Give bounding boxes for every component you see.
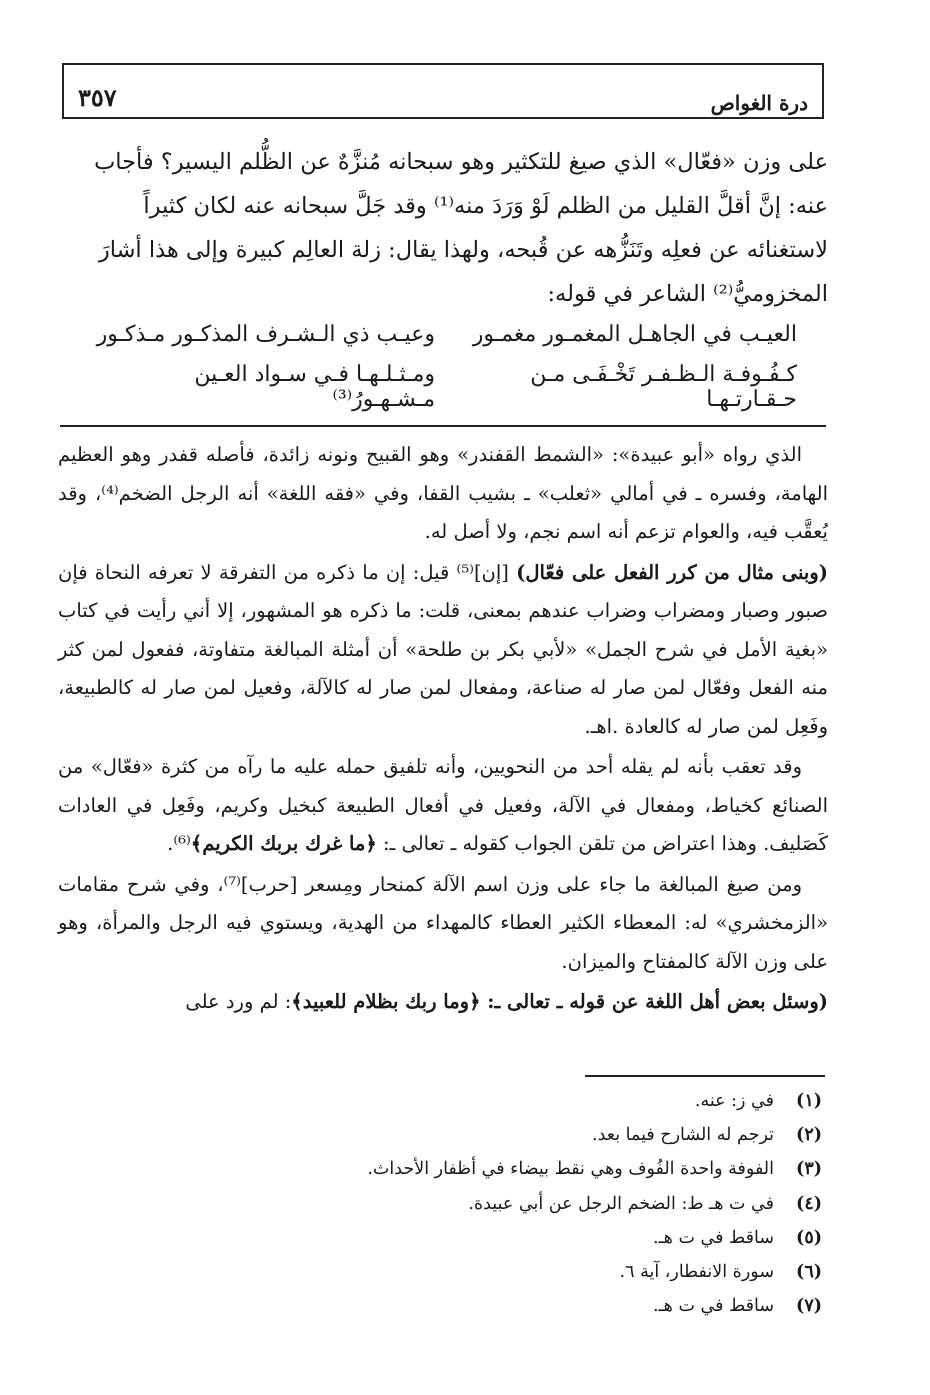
quran-quote: ﴿ما غرك بربك الكريم﴾ — [190, 832, 377, 855]
footnote-text: في ز: عنه. — [694, 1091, 774, 1111]
footnote — [222, 1118, 822, 1152]
verse-row — [62, 362, 827, 412]
verse-row — [62, 322, 827, 362]
poem-verses — [62, 322, 827, 412]
main-line: لاستغنائه عن فعلِه وتَنَزُّهه عن قُبحه، ولهذا يقال: زلة العالِم كبيرة وإلى هذا أشارَ — [98, 237, 828, 263]
main-line: المخزوميُّ⁽²⁾ الشاعر في قوله: — [547, 281, 828, 307]
footnote-text: ترجم له الشارح فيما بعد. — [592, 1125, 774, 1146]
main-text — [58, 140, 828, 316]
verse-first-hemistich: العيـب في الجاهـل المغمـور مغمـور — [472, 322, 797, 347]
footnote-text: سورة الانفطار، آية ٦. — [619, 1261, 774, 1282]
commentary-paragraph — [58, 748, 828, 864]
main-line: عنه: إنَّ أقلَّ القليل من الظلم لَوْ وَرَدَ منه⁽¹⁾ وقد جَلَّ سبحانه عنه لكان كثيراً — [143, 193, 828, 219]
commentary-paragraph: ومن صيغ المبالغة ما جاء على وزن اسم الآلة كمنحار ومِسعر [حرب]⁽⁷⁾، وفي شرح مقامات «الزمخشري» له: المعطاء الكثير العطاء كالمهداء من الهدية، ويستوي فيه الرجل والمرأة، وهو على وزن الآلة كالمفتاح والميزان. — [58, 872, 828, 973]
footnote-number: (٤) — [796, 1193, 822, 1214]
verse-second-hemistich: ومـثـلـهـا فـي سـواد العـين مـشـهـورُ⁽³⁾ — [194, 362, 435, 412]
text-commentary-divider — [60, 425, 826, 427]
footnote-number: (٢) — [796, 1125, 822, 1146]
lemma-heading: (وبنى مثال من كرر الفعل على فعّال) — [516, 560, 828, 584]
page-header — [62, 63, 824, 119]
footnote-text: الفوفة واحدة الفُوف وهي نقط بيضاء في أظفار الأحداث. — [367, 1159, 774, 1180]
footnote — [222, 1255, 822, 1289]
footnote — [222, 1221, 822, 1255]
footnote — [222, 1289, 822, 1323]
commentary-text: ⁽⁶⁾. — [167, 832, 191, 855]
running-title: درة الغواص — [710, 91, 808, 115]
page-number: ٣٥٧ — [78, 83, 117, 112]
footnote-number: (٣) — [796, 1159, 822, 1180]
footnote-number: (٥) — [796, 1227, 822, 1248]
footnote — [222, 1084, 822, 1118]
footnote-divider — [585, 1075, 825, 1077]
commentary — [58, 436, 828, 1024]
commentary-text: [إن]⁽⁵⁾ قيل: إن ما ذكره من التفرقة لا تعرفه النحاة فإن صبور وصبار ومضراب وضراب عندهم بمعنى، قلت: ما ذكره هو المشهور، إلا أني رأيت في كتاب «بغية الأمل في شرح الجمل» «لأبي بكر بن طلحة» أن أمثلة المبالغة متفاوتة، ففعول لمن كثر منه الفعل وفعّال لمن صار له صناعة، ومفعال لمن صار له كالآلة، وفعيل لمن صار له كالطبيعة، وفَعِل لمن صار له كالعادة .اهـ. — [58, 560, 828, 738]
lemma-heading: (وسئل بعض أهل اللغة عن قوله ـ تعالى ـ: ﴿وما ربك بظلام للعبيد﴾ — [291, 990, 828, 1013]
main-line: على وزن «فعّال» الذي صيغ للتكثير وهو سبحانه مُنزَّهٌ عن الظُّلم اليسير؟ فأجاب — [94, 149, 828, 175]
footnote-number: (٦) — [796, 1261, 822, 1282]
commentary-paragraph: الذي رواه «أبو عبيدة»: «الشمط القفندر» وهو القبيح ونونه زائدة، فأصله قفدر وهو العظيم الهامة، وفسره ـ في أمالي «ثعلب» ـ بشيب القفا، وفي «فقه اللغة» أنه الرجل الضخم⁽⁴⁾، وقد يُعقَّب فيه، والعوام تزعم أنه اسم نجم، ولا أصل له. — [58, 443, 828, 543]
commentary-paragraph — [58, 554, 828, 747]
footnote-text: في ت هـ ط: الضخم الرجل عن أبي عبيدة. — [468, 1193, 774, 1214]
footnote-number: (١) — [796, 1091, 822, 1111]
footnote-text: ساقط في ت هـ. — [652, 1296, 774, 1317]
commentary-text: : لم ورد على — [185, 990, 292, 1013]
commentary-paragraph — [58, 983, 828, 1022]
footnotes — [222, 1084, 822, 1323]
footnote-text: ساقط في ت هـ. — [652, 1227, 774, 1248]
verse-second-hemistich: وعيـب ذي الـشـرف المذكـور مـذكـور — [96, 322, 435, 347]
footnote-number: (٧) — [796, 1296, 822, 1317]
verse-first-hemistich: كـفُـوفـة الـظـفـر تَخْـفَـى مـن حـقـارتـهـا — [530, 362, 797, 412]
footnote — [222, 1152, 822, 1186]
footnote — [222, 1187, 822, 1221]
commentary-text: وقد تعقب بأنه لم يقله أحد من النحويين، وأنه تلفيق حمله عليه ما رآه من كثرة «فعّال» من الصنائع كخياط، ومفعال في الآلة، وفعيل في أفعال الطبيعة كبخيل وكريم، وفَعِل في العادات كَصَليف. وهذا اعتراض من تلقن الجواب كقوله ـ تعالى ـ: — [58, 755, 828, 855]
